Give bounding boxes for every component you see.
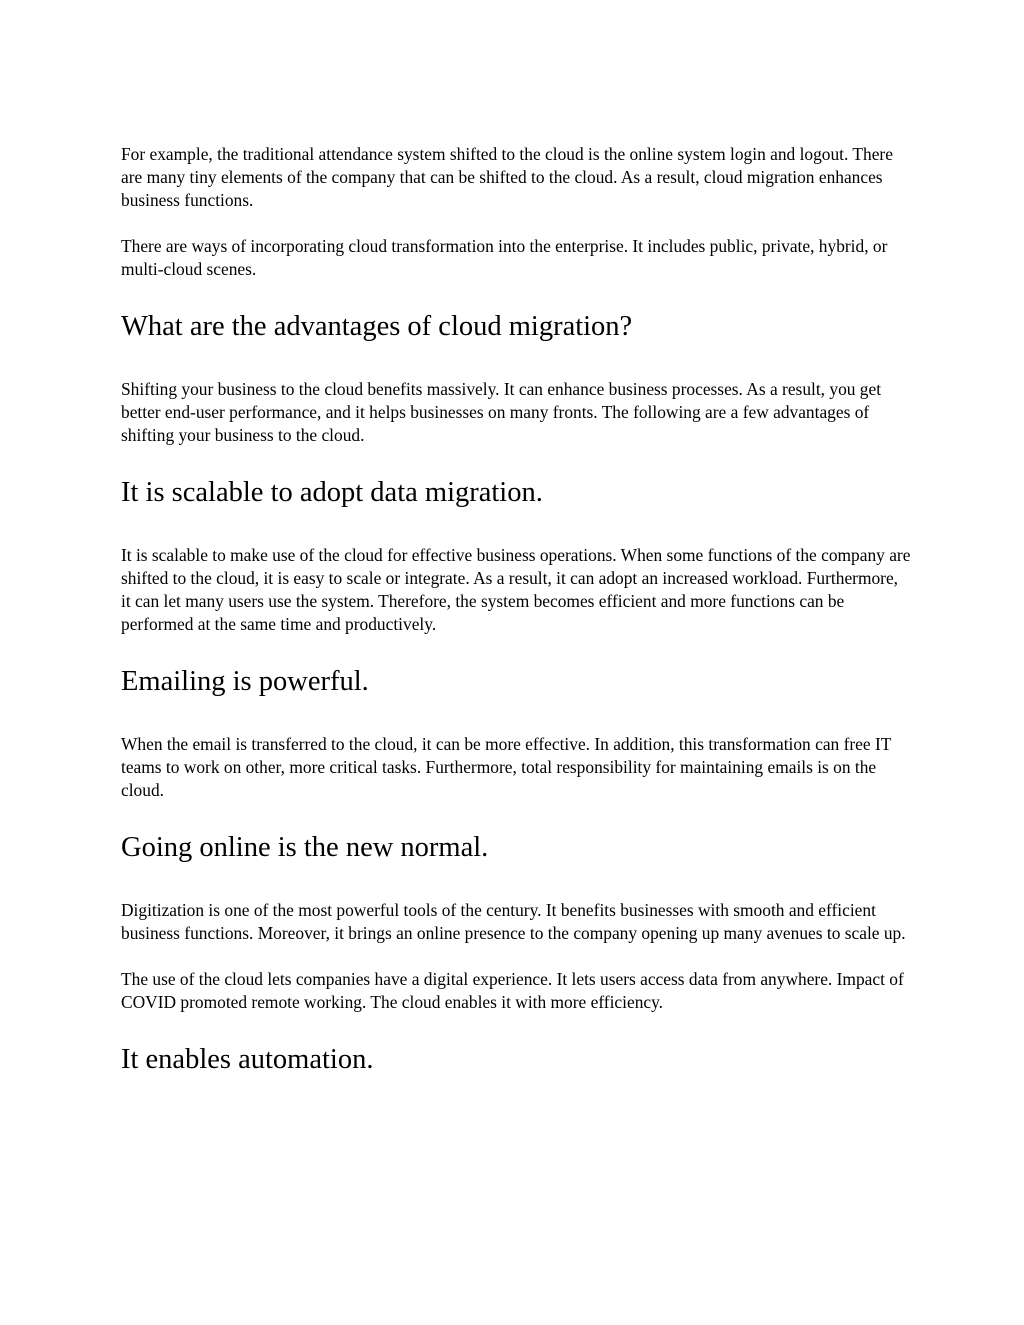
paragraph-digital-experience: The use of the cloud lets companies have a digital experience. It lets users access data from anywhere. Impact of COVID promoted remote working. The cloud enables it with more efficiency. [121, 969, 904, 1012]
heading-advantages: What are the advantages of cloud migration? [121, 311, 633, 342]
document-page [121, 143, 911, 1077]
paragraph-emailing: When the email is transferred to the cloud, it can be more effective. In addition, this transformation can free IT teams to work on other, more critical tasks. Furthermore, total responsibility for maintaining emails is on the cloud. [121, 734, 892, 800]
paragraph-cloud-transformation-ways: There are ways of incorporating cloud transformation into the enterprise. It includes public, private, hybrid, or multi-cloud scenes. [121, 236, 888, 279]
heading-going-online: Going online is the new normal. [121, 832, 489, 863]
paragraph-digitization: Digitization is one of the most powerful tools of the century. It benefits businesses with smooth and efficient business functions. Moreover, it brings an online presence to the company opening up many avenues to scale up. [121, 900, 906, 943]
heading-scalable: It is scalable to adopt data migration. [121, 477, 543, 508]
heading-emailing: Emailing is powerful. [121, 666, 369, 697]
paragraph-scalable: It is scalable to make use of the cloud for effective business operations. When some functions of the company are shifted to the cloud, it is easy to scale or integrate. As a result, it can adopt an increased workload. Furthermore, it can let many users use the system. Therefore, the system becomes efficient and more functions can be performed at the same time and productively. [121, 545, 911, 634]
paragraph-attendance-example: For example, the traditional attendance system shifted to the cloud is the online system login and logout. There are many tiny elements of the company that can be shifted to the cloud. As a result, cloud migration enhances business functions. [121, 144, 893, 210]
paragraph-advantages-intro: Shifting your business to the cloud benefits massively. It can enhance business processes. As a result, you get better end-user performance, and it helps businesses on many fronts. The following are a few advantages of shifting your business to the cloud. [121, 379, 882, 445]
heading-automation: It enables automation. [121, 1044, 374, 1075]
